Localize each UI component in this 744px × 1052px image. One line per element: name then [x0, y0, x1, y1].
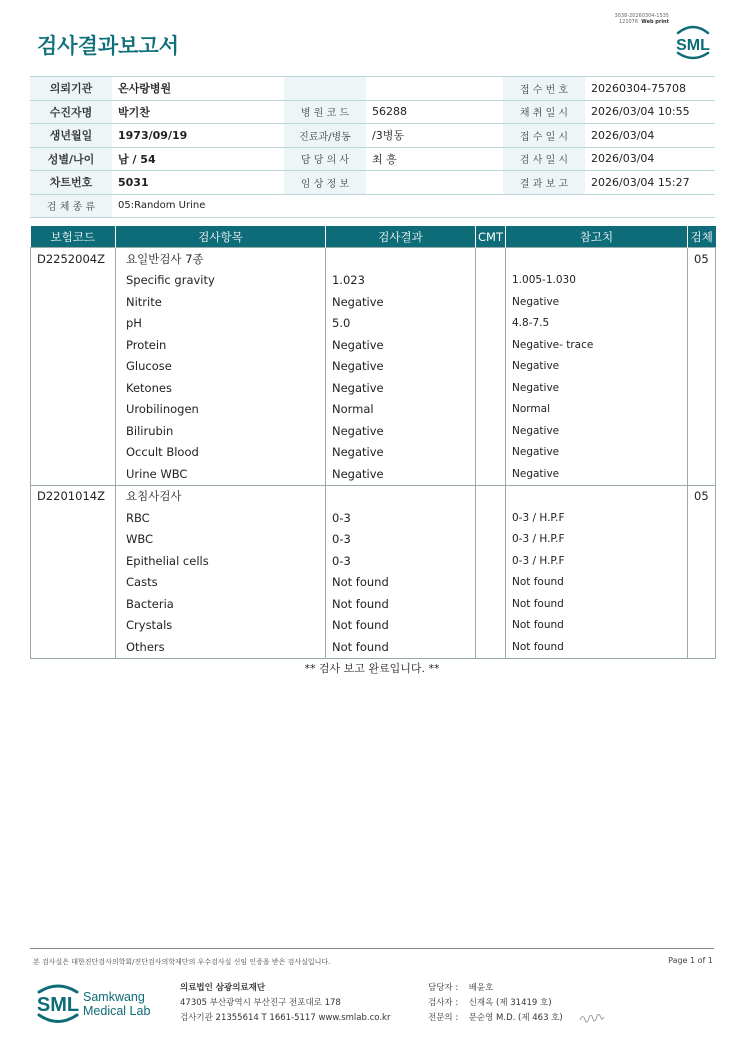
insurance-code: D2252004Z — [31, 248, 116, 270]
info-value: 56288 — [366, 100, 503, 124]
info-value: 최 흥 — [366, 147, 503, 171]
test-result — [326, 248, 476, 270]
test-item-row — [31, 420, 716, 442]
page-number: Page 1 of 1 — [668, 956, 713, 965]
cmt — [476, 291, 506, 313]
specimen-code — [688, 291, 716, 313]
insurance-code — [31, 615, 116, 637]
specimen-code — [688, 313, 716, 335]
insurance-code — [31, 593, 116, 615]
test-result: Negative — [326, 291, 476, 313]
test-result — [326, 485, 476, 507]
reference-range: 1.005-1.030 — [506, 270, 688, 292]
insurance-code — [31, 334, 116, 356]
test-item-name: WBC — [116, 529, 326, 551]
info-label: 결 과 보 고 — [503, 171, 585, 195]
specimen-code — [688, 615, 716, 637]
test-result: 1.023 — [326, 270, 476, 292]
sml-logo-text: SML — [676, 37, 710, 54]
insurance-code — [31, 507, 116, 529]
insurance-code — [31, 463, 116, 485]
reference-range: Negative — [506, 420, 688, 442]
staff-row — [428, 1011, 563, 1026]
test-item-name: Others — [116, 636, 326, 658]
accreditation-notice: 본 검사실은 대한진단검사의학회/진단검사의학재단의 우수검사실 신임 인증을 받은 검사실입니다. — [33, 958, 331, 966]
test-item-row — [31, 636, 716, 658]
org-address: 47305 부산광역시 부산진구 전포대로 178 — [180, 998, 341, 1008]
reference-range: Not found — [506, 593, 688, 615]
test-item-name: Urine WBC — [116, 463, 326, 485]
samkwang-logo-icon — [36, 980, 166, 1026]
test-item-name: Nitrite — [116, 291, 326, 313]
test-result: Not found — [326, 615, 476, 637]
patient-info-table — [30, 76, 715, 218]
test-result: Not found — [326, 572, 476, 594]
specimen-code — [688, 356, 716, 378]
cmt — [476, 248, 506, 270]
info-value: 온사랑병원 — [112, 77, 284, 101]
test-result: 0-3 — [326, 507, 476, 529]
footer-divider — [30, 948, 714, 949]
test-item-row — [31, 529, 716, 551]
info-value: 2026/03/04 — [585, 124, 715, 148]
staff-info — [428, 981, 563, 1026]
info-value: 20260304-75708 — [585, 77, 715, 101]
reference-range: Not found — [506, 615, 688, 637]
insurance-code — [31, 377, 116, 399]
insurance-code: D2201014Z — [31, 485, 116, 507]
patient-info-row — [30, 124, 715, 148]
reference-range: 4.8-7.5 — [506, 313, 688, 335]
sml-logo-icon — [672, 23, 714, 61]
info-label: 병 원 코 드 — [284, 100, 366, 124]
staff-label: 전문의 : — [428, 1013, 459, 1023]
info-label — [284, 77, 366, 101]
cmt — [476, 399, 506, 421]
test-group-name: 요일반검사 7종 — [116, 248, 326, 270]
footer-logo-line2: Medical Lab — [83, 1004, 151, 1018]
test-item-row — [31, 442, 716, 464]
test-item-name: RBC — [116, 507, 326, 529]
test-item-name: pH — [116, 313, 326, 335]
insurance-code — [31, 399, 116, 421]
test-item-row — [31, 550, 716, 572]
insurance-code — [31, 572, 116, 594]
test-item-name: Casts — [116, 572, 326, 594]
reference-range: 0-3 / H.P.F — [506, 529, 688, 551]
reference-range: Normal — [506, 399, 688, 421]
header-insurance-code: 보험코드 — [31, 226, 116, 248]
test-item-row — [31, 572, 716, 594]
test-result: Not found — [326, 593, 476, 615]
info-value: 1973/09/19 — [112, 124, 284, 148]
test-result: 5.0 — [326, 313, 476, 335]
test-result: Negative — [326, 334, 476, 356]
staff-value: 신재옥 (제 31419 호) — [468, 998, 552, 1008]
cmt — [476, 593, 506, 615]
reference-range: Negative- trace — [506, 334, 688, 356]
insurance-code — [31, 636, 116, 658]
patient-info-row — [30, 147, 715, 171]
insurance-code — [31, 550, 116, 572]
test-result: Negative — [326, 442, 476, 464]
reference-range — [506, 485, 688, 507]
info-value: 2026/03/04 10:55 — [585, 100, 715, 124]
cmt — [476, 270, 506, 292]
specimen-label: 검 체 종 류 — [30, 194, 112, 218]
insurance-code — [31, 529, 116, 551]
info-label: 진료과/병동 — [284, 124, 366, 148]
test-item-row — [31, 507, 716, 529]
cmt — [476, 442, 506, 464]
cmt — [476, 463, 506, 485]
test-item-row — [31, 615, 716, 637]
cmt — [476, 485, 506, 507]
footer-logo-line1: Samkwang — [83, 990, 145, 1004]
insurance-code — [31, 270, 116, 292]
test-result: Negative — [326, 377, 476, 399]
info-label: 접 수 일 시 — [503, 124, 585, 148]
test-item-name: Bacteria — [116, 593, 326, 615]
patient-info-row — [30, 100, 715, 124]
organization-info — [180, 981, 390, 1026]
test-result: Negative — [326, 420, 476, 442]
staff-value: 배윤호 — [468, 983, 494, 993]
specimen-row — [30, 194, 715, 218]
test-result: Negative — [326, 356, 476, 378]
print-meta — [614, 13, 669, 25]
patient-info-row — [30, 171, 715, 195]
test-result: 0-3 — [326, 550, 476, 572]
cmt — [476, 636, 506, 658]
reference-range: Negative — [506, 356, 688, 378]
info-value: 5031 — [112, 171, 284, 195]
header-reference: 참고치 — [506, 226, 688, 248]
test-group-row — [31, 248, 716, 270]
test-item-name: Specific gravity — [116, 270, 326, 292]
info-label: 성별/나이 — [30, 147, 112, 171]
reference-range: Not found — [506, 636, 688, 658]
print-meta-label: Web print — [641, 19, 669, 25]
cmt — [476, 356, 506, 378]
footer-logo-text: SML — [36, 994, 80, 1016]
staff-value: 문순영 M.D. (제 463 호) — [468, 1013, 563, 1023]
cmt — [476, 572, 506, 594]
specimen-code — [688, 334, 716, 356]
test-item-name: Occult Blood — [116, 442, 326, 464]
test-result: Not found — [326, 636, 476, 658]
specimen-code — [688, 572, 716, 594]
test-item-row — [31, 463, 716, 485]
signature-image — [578, 1011, 608, 1025]
info-value: 2026/03/04 15:27 — [585, 171, 715, 195]
info-value: 2026/03/04 — [585, 147, 715, 171]
reference-range: Negative — [506, 291, 688, 313]
specimen-code — [688, 442, 716, 464]
patient-info-row — [30, 77, 715, 101]
test-item-row — [31, 270, 716, 292]
test-item-name: Epithelial cells — [116, 550, 326, 572]
cmt — [476, 507, 506, 529]
org-name: 의료법인 삼광의료재단 — [180, 983, 266, 993]
info-value: 남 / 54 — [112, 147, 284, 171]
specimen-value: 05:Random Urine — [112, 194, 715, 218]
staff-row — [428, 996, 563, 1011]
report-complete-text: ** 검사 보고 완료입니다. ** — [304, 662, 440, 675]
results-table — [30, 226, 716, 659]
test-item-name: Ketones — [116, 377, 326, 399]
test-item-name: Crystals — [116, 615, 326, 637]
reference-range: Negative — [506, 463, 688, 485]
test-item-name: Glucose — [116, 356, 326, 378]
org-contact: 검사기관 21355614 T 1661-5117 www.smlab.co.kr — [180, 1013, 391, 1023]
info-value: /3병동 — [366, 124, 503, 148]
cmt — [476, 334, 506, 356]
info-label: 차트번호 — [30, 171, 112, 195]
specimen-code — [688, 593, 716, 615]
info-value — [366, 77, 503, 101]
test-item-row — [31, 291, 716, 313]
specimen-code — [688, 507, 716, 529]
info-label: 생년월일 — [30, 124, 112, 148]
cmt — [476, 377, 506, 399]
specimen-code: 05 — [688, 248, 716, 270]
info-label: 수진자명 — [30, 100, 112, 124]
cmt — [476, 615, 506, 637]
info-label: 채 취 일 시 — [503, 100, 585, 124]
insurance-code — [31, 313, 116, 335]
test-item-row — [31, 377, 716, 399]
header-test-result: 검사결과 — [326, 226, 476, 248]
test-item-name: Urobilinogen — [116, 399, 326, 421]
specimen-code: 05 — [688, 485, 716, 507]
header-test-item: 검사항목 — [116, 226, 326, 248]
header-cmt: CMT — [476, 226, 506, 248]
test-item-name: Bilirubin — [116, 420, 326, 442]
insurance-code — [31, 356, 116, 378]
insurance-code — [31, 291, 116, 313]
report-title: 검사결과보고서 — [37, 34, 180, 58]
reference-range — [506, 248, 688, 270]
info-label: 임 상 정 보 — [284, 171, 366, 195]
specimen-code — [688, 377, 716, 399]
specimen-code — [688, 529, 716, 551]
cmt — [476, 550, 506, 572]
staff-label: 검사자 : — [428, 998, 459, 1008]
reference-range: 0-3 / H.P.F — [506, 550, 688, 572]
info-label: 의뢰기관 — [30, 77, 112, 101]
test-result: Normal — [326, 399, 476, 421]
test-result: 0-3 — [326, 529, 476, 551]
test-item-row — [31, 399, 716, 421]
reference-range: 0-3 / H.P.F — [506, 507, 688, 529]
specimen-code — [688, 270, 716, 292]
specimen-code — [688, 550, 716, 572]
info-label: 접 수 번 호 — [503, 77, 585, 101]
cmt — [476, 313, 506, 335]
staff-label: 담당자 : — [428, 983, 459, 993]
print-meta-code: 121076 — [618, 19, 639, 25]
info-value: 박기찬 — [112, 100, 284, 124]
test-item-row — [31, 313, 716, 335]
specimen-code — [688, 399, 716, 421]
reference-range: Negative — [506, 377, 688, 399]
specimen-code — [688, 420, 716, 442]
specimen-code — [688, 463, 716, 485]
test-item-row — [31, 593, 716, 615]
staff-row — [428, 981, 563, 996]
info-label: 담 당 의 사 — [284, 147, 366, 171]
header-specimen: 검체 — [688, 226, 716, 248]
specimen-code — [688, 636, 716, 658]
insurance-code — [31, 442, 116, 464]
reference-range: Negative — [506, 442, 688, 464]
test-group-row — [31, 485, 716, 507]
test-item-row — [31, 334, 716, 356]
test-group-name: 요침사검사 — [116, 485, 326, 507]
test-item-name: Protein — [116, 334, 326, 356]
info-value — [366, 171, 503, 195]
insurance-code — [31, 420, 116, 442]
reference-range: Not found — [506, 572, 688, 594]
cmt — [476, 529, 506, 551]
info-label: 검 사 일 시 — [503, 147, 585, 171]
print-meta-id: 3038-20260304-1535 — [614, 13, 669, 19]
test-item-row — [31, 356, 716, 378]
cmt — [476, 420, 506, 442]
test-result: Negative — [326, 463, 476, 485]
